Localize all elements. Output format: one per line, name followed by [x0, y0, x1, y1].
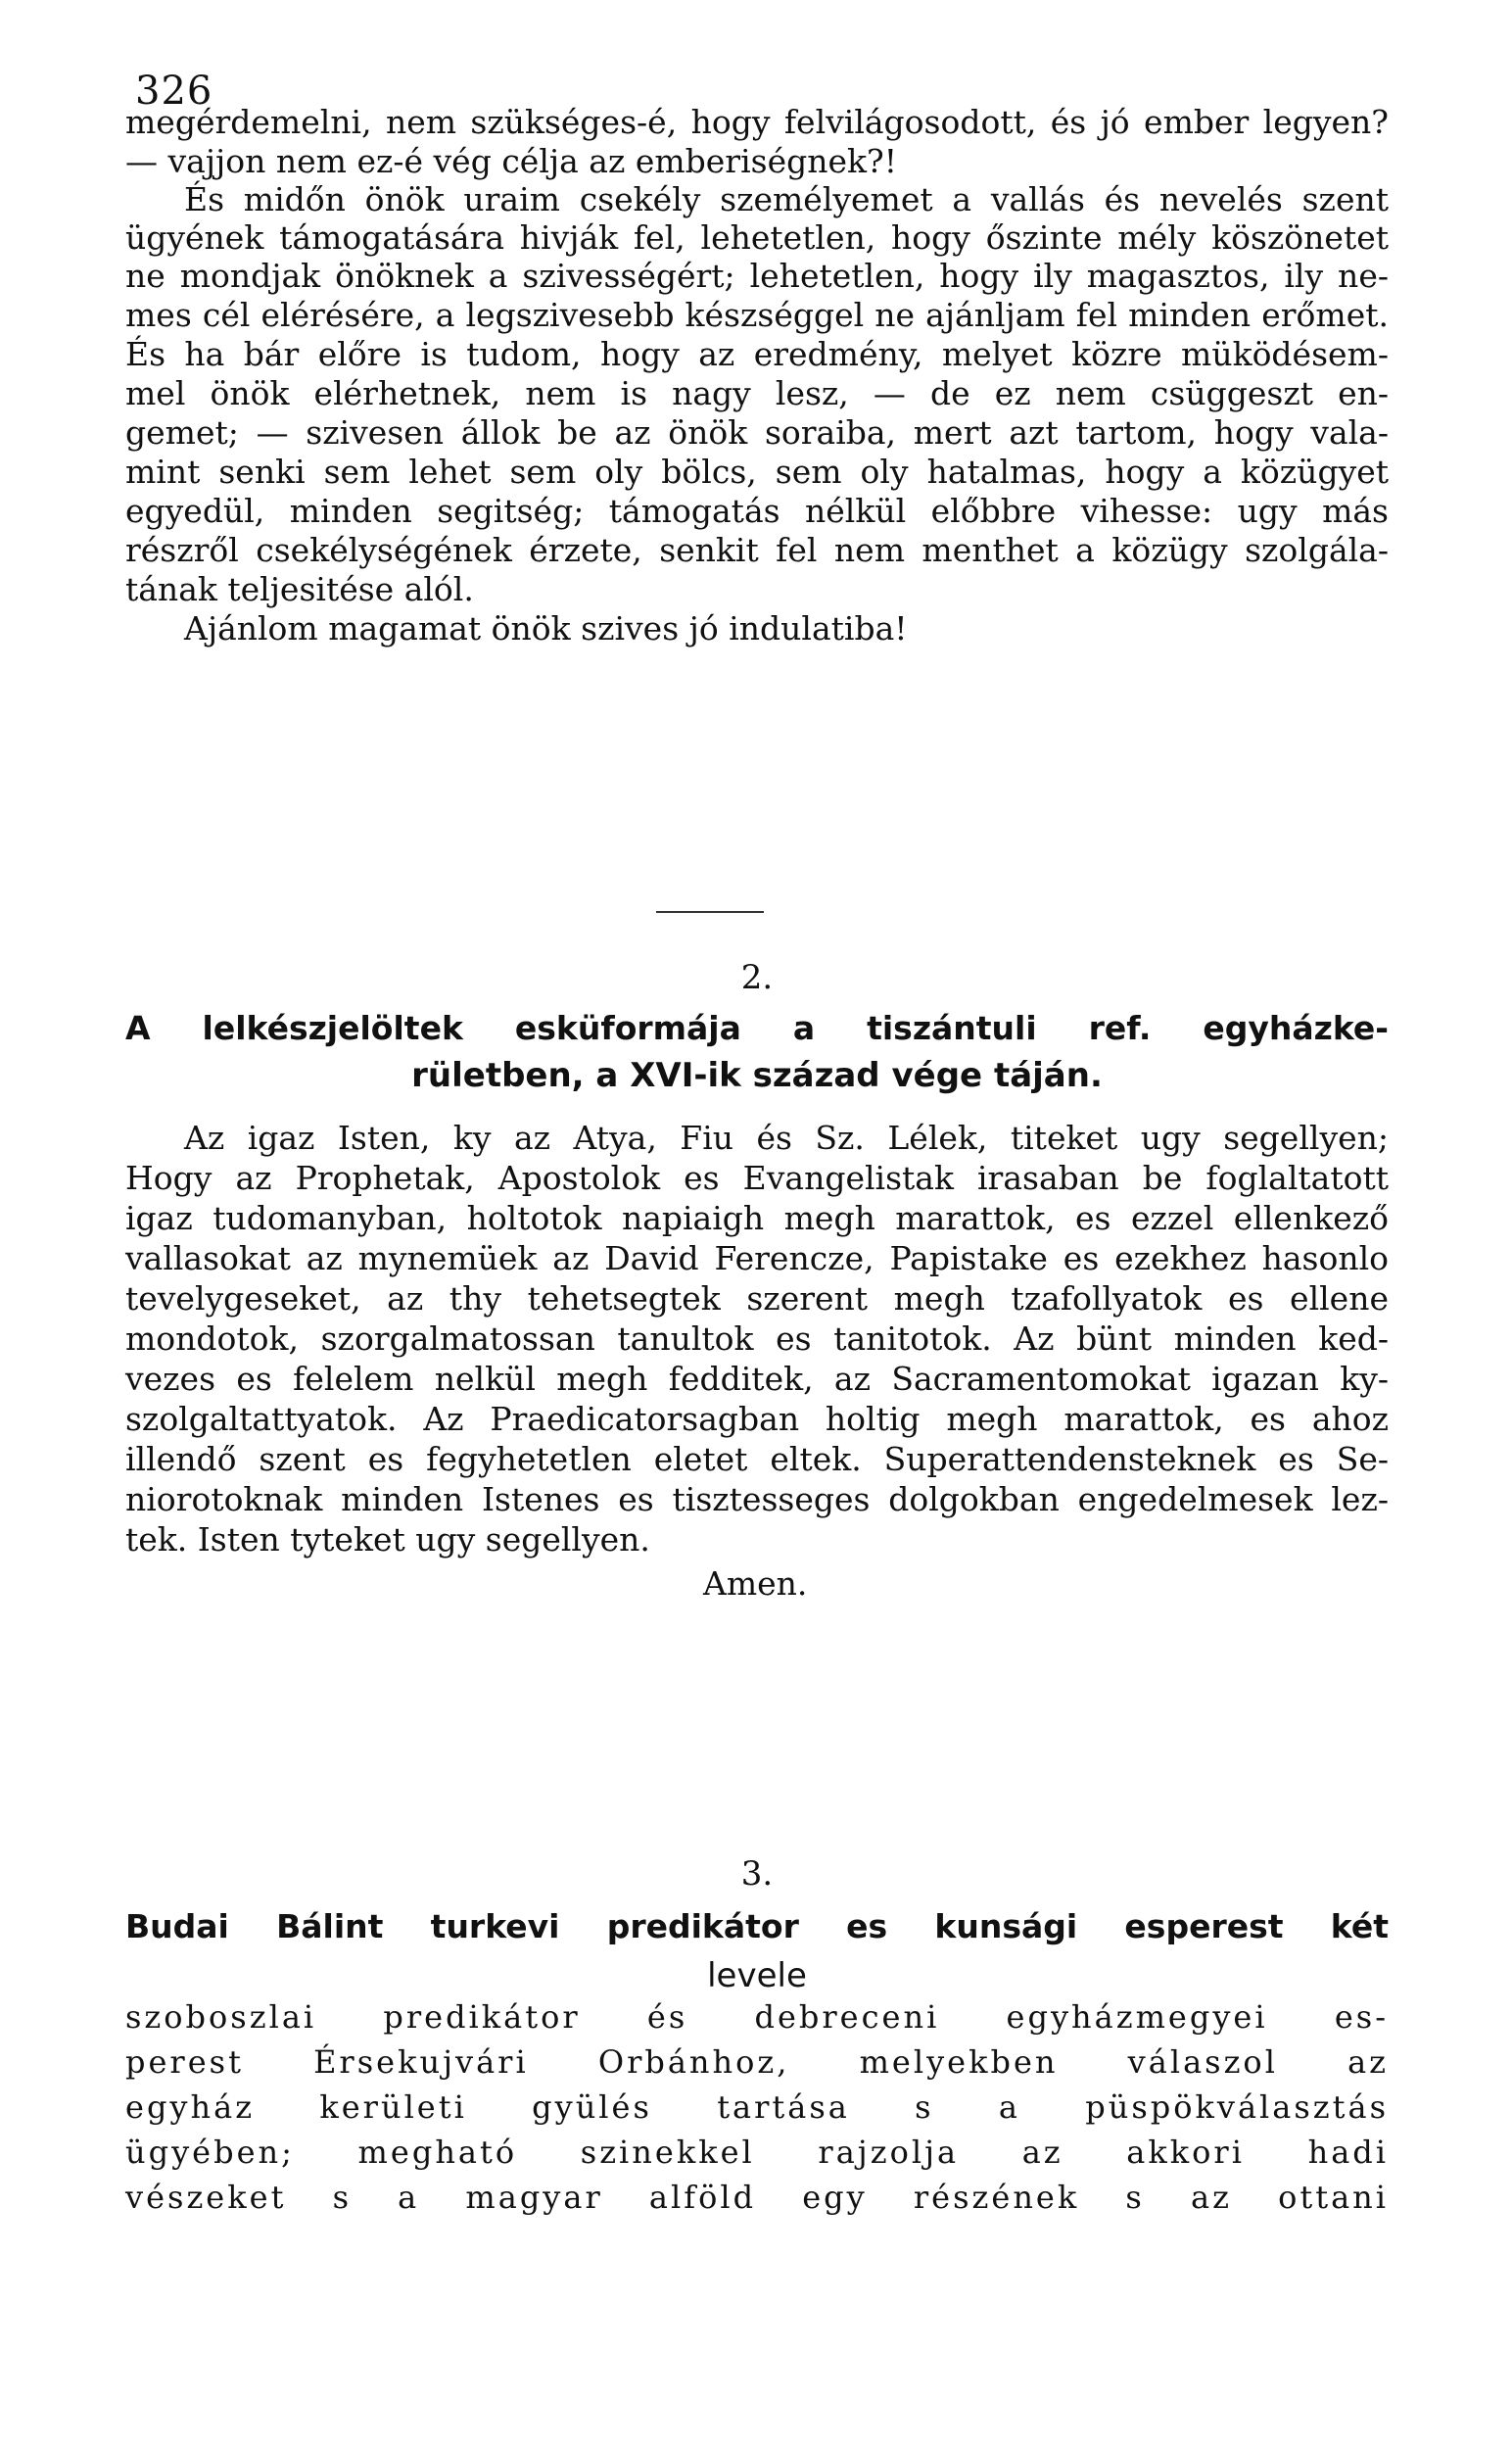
text-line: És midőn önök uraim csekély személyemet a vallás és nevelés szent: [184, 180, 1389, 218]
text-line: egyház kerületi gyülés tartása s a püspökválasztás: [125, 2088, 1389, 2126]
text-line: szoboszlai predikátor és debreceni egyházmegyei es-: [125, 1998, 1389, 2036]
section-heading-line: rületben, a XVI-ik század vége táján.: [411, 1056, 1103, 1095]
text-line: Az igaz Isten, ky az Atya, Fiu és Sz. Lélek, titeket ugy segellyen;: [184, 1119, 1389, 1157]
text-line: mint senki sem lehet sem oly bölcs, sem oly hatalmas, hogy a közügyet: [125, 453, 1389, 491]
text-line: tek. Isten tyteket ugy segellyen.: [125, 1520, 650, 1559]
text-line: perest Érsekujvári Orbánhoz, melyekben válaszol az: [125, 2043, 1389, 2081]
text-line: megérdemelni, nem szükséges-é, hogy felvilágosodott, és jó ember legyen?: [125, 103, 1389, 141]
text-line: mel önök elérhetnek, nem is nagy lesz, — de ez nem csüggeszt en-: [125, 374, 1389, 412]
text-line: tevelygeseket, az thy tehetsegtek szerent megh tzafollyatok es ellene: [125, 1279, 1389, 1318]
section-number: 2.: [740, 958, 774, 997]
text-line: részről csekélységének érzete, senkit fel nem menthet a közügy szolgála-: [125, 531, 1389, 569]
text-line: vészeket s a magyar alföld egy részének s az ottani: [125, 2179, 1389, 2216]
text-line: — vajjon nem ez-é vég célja az emberiségnek?!: [125, 142, 897, 180]
section-heading-line: Budai Bálint turkevi predikátor es kunsági esperest két: [125, 1907, 1389, 1945]
text-line: illendő szent es fegyhetetlen eletet eltek. Superattendensteknek es Se-: [125, 1440, 1389, 1478]
text-line: ügyében; megható szinekkel rajzolja az akkori hadi: [125, 2134, 1389, 2171]
text-line: vallasokat az mynemüek az David Ferencze, Papistake es ezekhez hasonlo: [125, 1239, 1389, 1277]
text-line: igaz tudomanyban, holtotok napiaigh megh marattok, es ezzel ellenkező: [125, 1199, 1389, 1237]
text-line: És ha bár előre is tudom, hogy az eredmény, melyet közre müködésem-: [125, 335, 1389, 373]
text-line: niorotoknak minden Istenes es tisztesseges dolgokban engedelmesek lez-: [125, 1480, 1389, 1518]
text-line: szolgaltattyatok. Az Praedicatorsagban holtig megh marattok, es ahoz: [125, 1400, 1389, 1438]
section-number: 3.: [740, 1854, 774, 1894]
section-divider: [656, 911, 764, 913]
section-heading-line: A lelkészjelöltek esküformája a tiszántuli ref. egyházke-: [125, 1009, 1389, 1047]
text-line: mondotok, szorgalmatossan tanultok es tanitotok. Az bünt minden ked-: [125, 1319, 1389, 1358]
closing-amen: Amen.: [703, 1564, 808, 1603]
text-line: tának teljesitése alól.: [125, 570, 474, 608]
page-number: 326: [135, 69, 213, 114]
text-line: Ajánlom magamat önök szives jó indulatiba!: [184, 609, 908, 647]
text-line: vezes es felelem nelkül megh fedditek, az Sacramentomokat igazan ky-: [125, 1360, 1389, 1398]
text-line: mes cél elérésére, a legszivesebb készséggel ne ajánljam fel minden erőmet.: [125, 296, 1389, 334]
text-line: ügyének támogatására hivják fel, lehetetlen, hogy őszinte mély köszönetet: [125, 218, 1389, 257]
text-line: egyedül, minden segitség; támogatás nélkül előbbre vihesse: ugy más: [125, 492, 1389, 530]
text-line: Hogy az Prophetak, Apostolok es Evangelistak irasaban be foglaltatott: [125, 1159, 1389, 1197]
text-line: gemet; — szivesen állok be az önök soraiba, mert azt tartom, hogy vala-: [125, 413, 1389, 452]
text-line: ne mondjak önöknek a szivességért; lehetetlen, hogy ily magasztos, ily ne-: [125, 257, 1389, 295]
section-heading-line: levele: [707, 1956, 807, 1995]
